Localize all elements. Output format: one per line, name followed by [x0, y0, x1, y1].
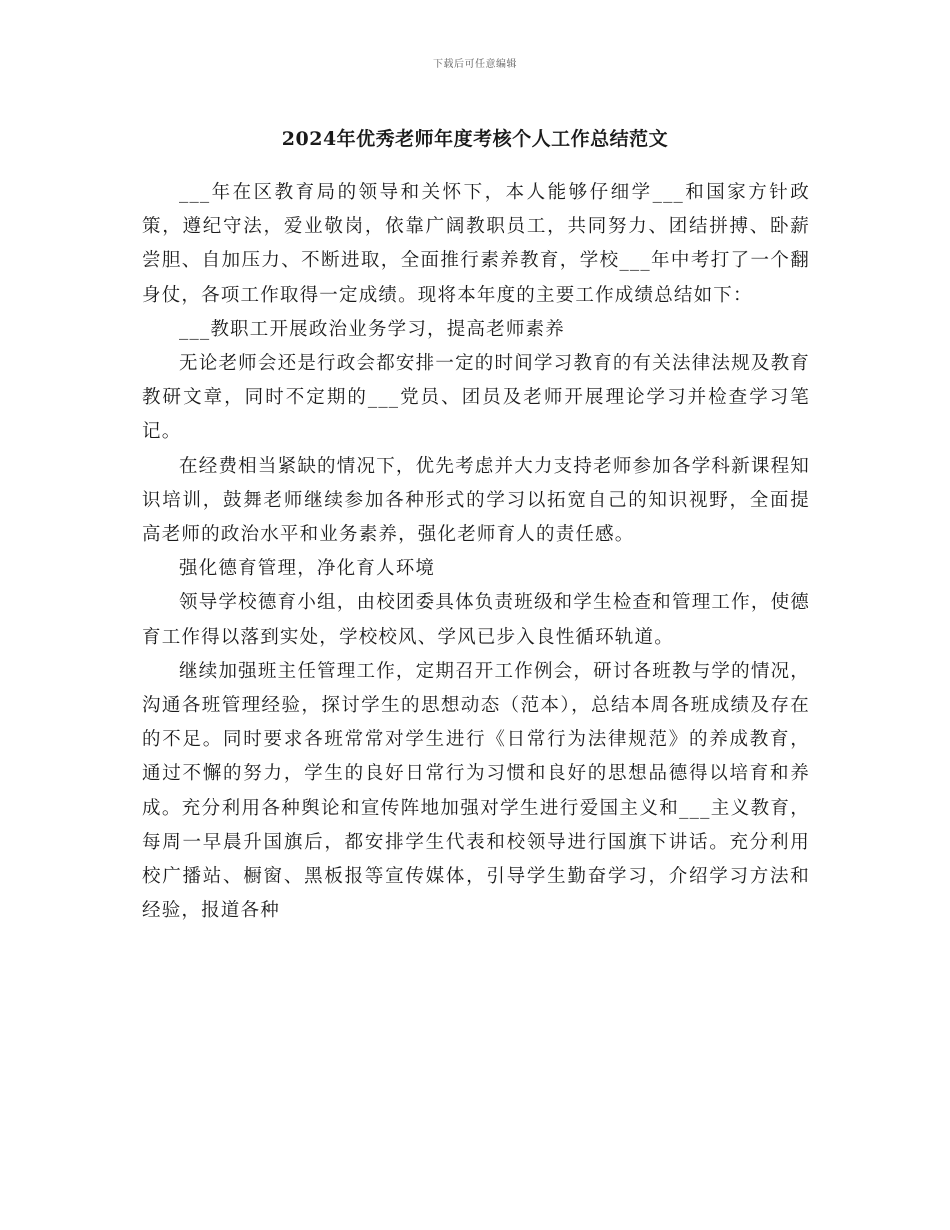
paragraph-training: 在经费相当紧缺的情况下，优先考虑并大力支持老师参加各学科新课程知识培训，鼓舞老师继续参加各种形式的学习以拓宽自己的知识视野，全面提高老师的政治水平和业务素养，强化老师育人的责任感。: [142, 455, 810, 546]
paragraph-moral-group: 领导学校德育小组，由校团委具体负责班级和学生检查和管理工作，使德育工作得以落到实处，学校校风、学风已步入良性循环轨道。: [142, 592, 810, 648]
document-body: [142, 176, 810, 928]
section-heading-moral-education: 强化德育管理，净化育人环境: [179, 558, 436, 580]
paragraph-intro: ___年在区教育局的领导和关怀下，本人能够仔细学___和国家方针政策，遵纪守法，爱业敬岗，依靠广阔教职员工，共同努力、团结拼搏、卧薪尝胆、自加压力、不断进取，全面推行素养教育，学校___年中考打了一个翻身仗，各项工作取得一定成绩。现将本年度的主要工作成绩总结如下：: [142, 182, 810, 306]
document-title: 2024年优秀老师年度考核个人工作总结范文: [281, 128, 669, 150]
paragraph-study-arrangement: 无论老师会还是行政会都安排一定的时间学习教育的有关法律法规及教育教研文章，同时不定期的___党员、团员及老师开展理论学习并检查学习笔记。: [142, 353, 810, 443]
header-note: 下载后可任意编辑: [433, 59, 517, 70]
section-heading-political-study: ___教职工开展政治业务学习，提高老师素养: [179, 318, 565, 340]
paragraph-class-management: 继续加强班主任管理工作，定期召开工作例会，研讨各班教与学的情况，沟通各班管理经验，探讨学生的思想动态（范本），总结本周各班成绩及存在的不足。同时要求各班常常对学生进行《日常行为法律规范》的养成教育，通过不懈的努力，学生的良好日常行为习惯和良好的思想品德得以培育和养成。充分利用各种舆论和宣传阵地加强对学生进行爱国主义和___主义教育，每周一早晨升国旗后，都安排学生代表和校领导进行国旗下讲话。充分利用校广播站、橱窗、黑板报等宣传媒体，引导学生勤奋学习，介绍学习方法和经验，报道各种: [142, 660, 810, 922]
